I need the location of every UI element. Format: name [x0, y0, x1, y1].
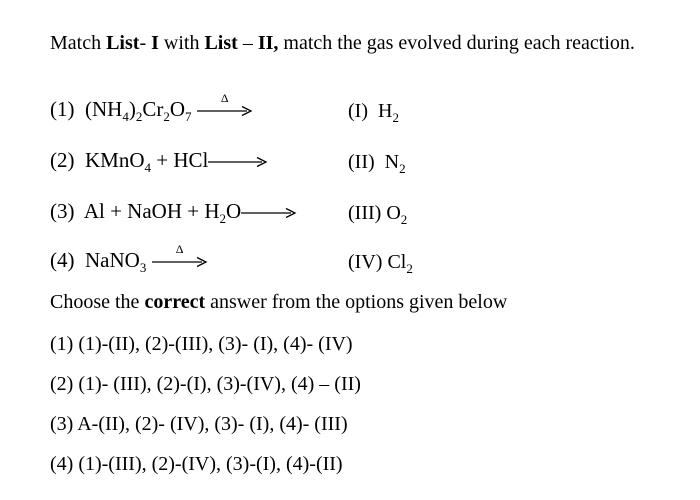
list-label: List	[106, 32, 140, 54]
reaction-arrow	[241, 207, 297, 219]
reaction-2: (2) KMnO$_4$ + HCl	[50, 148, 268, 173]
reaction-1: (1) $(NH_4)_2Cr_2O_7$ Δ	[50, 97, 253, 122]
answer-option-3[interactable]: (3) A-(II), (2)- (IV), (3)- (I), (4)- (III)	[50, 413, 348, 435]
arrow-icon	[197, 105, 253, 117]
reaction-arrow	[208, 156, 268, 168]
list-label: I	[151, 32, 159, 54]
list-ii-item-1: (I) $H_2$	[348, 100, 399, 125]
emphasis-word: correct	[144, 291, 206, 313]
delta-symbol: Δ	[220, 91, 229, 106]
reaction-3: (3) Al + NaOH + $H_2O$	[50, 199, 297, 224]
arrow-icon	[208, 156, 268, 168]
list-ii-item-4: (IV) $Cl_2$	[348, 251, 413, 276]
answer-option-1[interactable]: (1) (1)-(II), (2)-(III), (3)- (I), (4)- (IV)	[50, 333, 353, 355]
arrow-icon	[152, 256, 208, 268]
heat-arrow	[152, 242, 208, 268]
instruction-text: Choose the correct answer from the options given below	[50, 291, 508, 313]
arrow-icon	[241, 207, 297, 219]
question-stem: Match List- I with List – II, match the gas evolved during each reaction.	[50, 32, 635, 54]
answer-option-4[interactable]: (4) (1)-(III), (2)-(IV), (3)-(I), (4)-(II)	[50, 453, 343, 475]
list-label: II,	[257, 32, 279, 54]
list-ii-item-2: (II) $N_2$	[348, 151, 406, 176]
heat-arrow	[197, 91, 253, 117]
list-ii-item-3: (III) $O_2$	[348, 202, 408, 227]
answer-option-2[interactable]: (2) (1)- (III), (2)-(I), (3)-(IV), (4) – (II)	[50, 373, 361, 395]
list-label: List	[204, 32, 238, 54]
reaction-4: (4) NaNO$_3$ Δ	[50, 248, 208, 273]
delta-symbol: Δ	[175, 242, 184, 257]
